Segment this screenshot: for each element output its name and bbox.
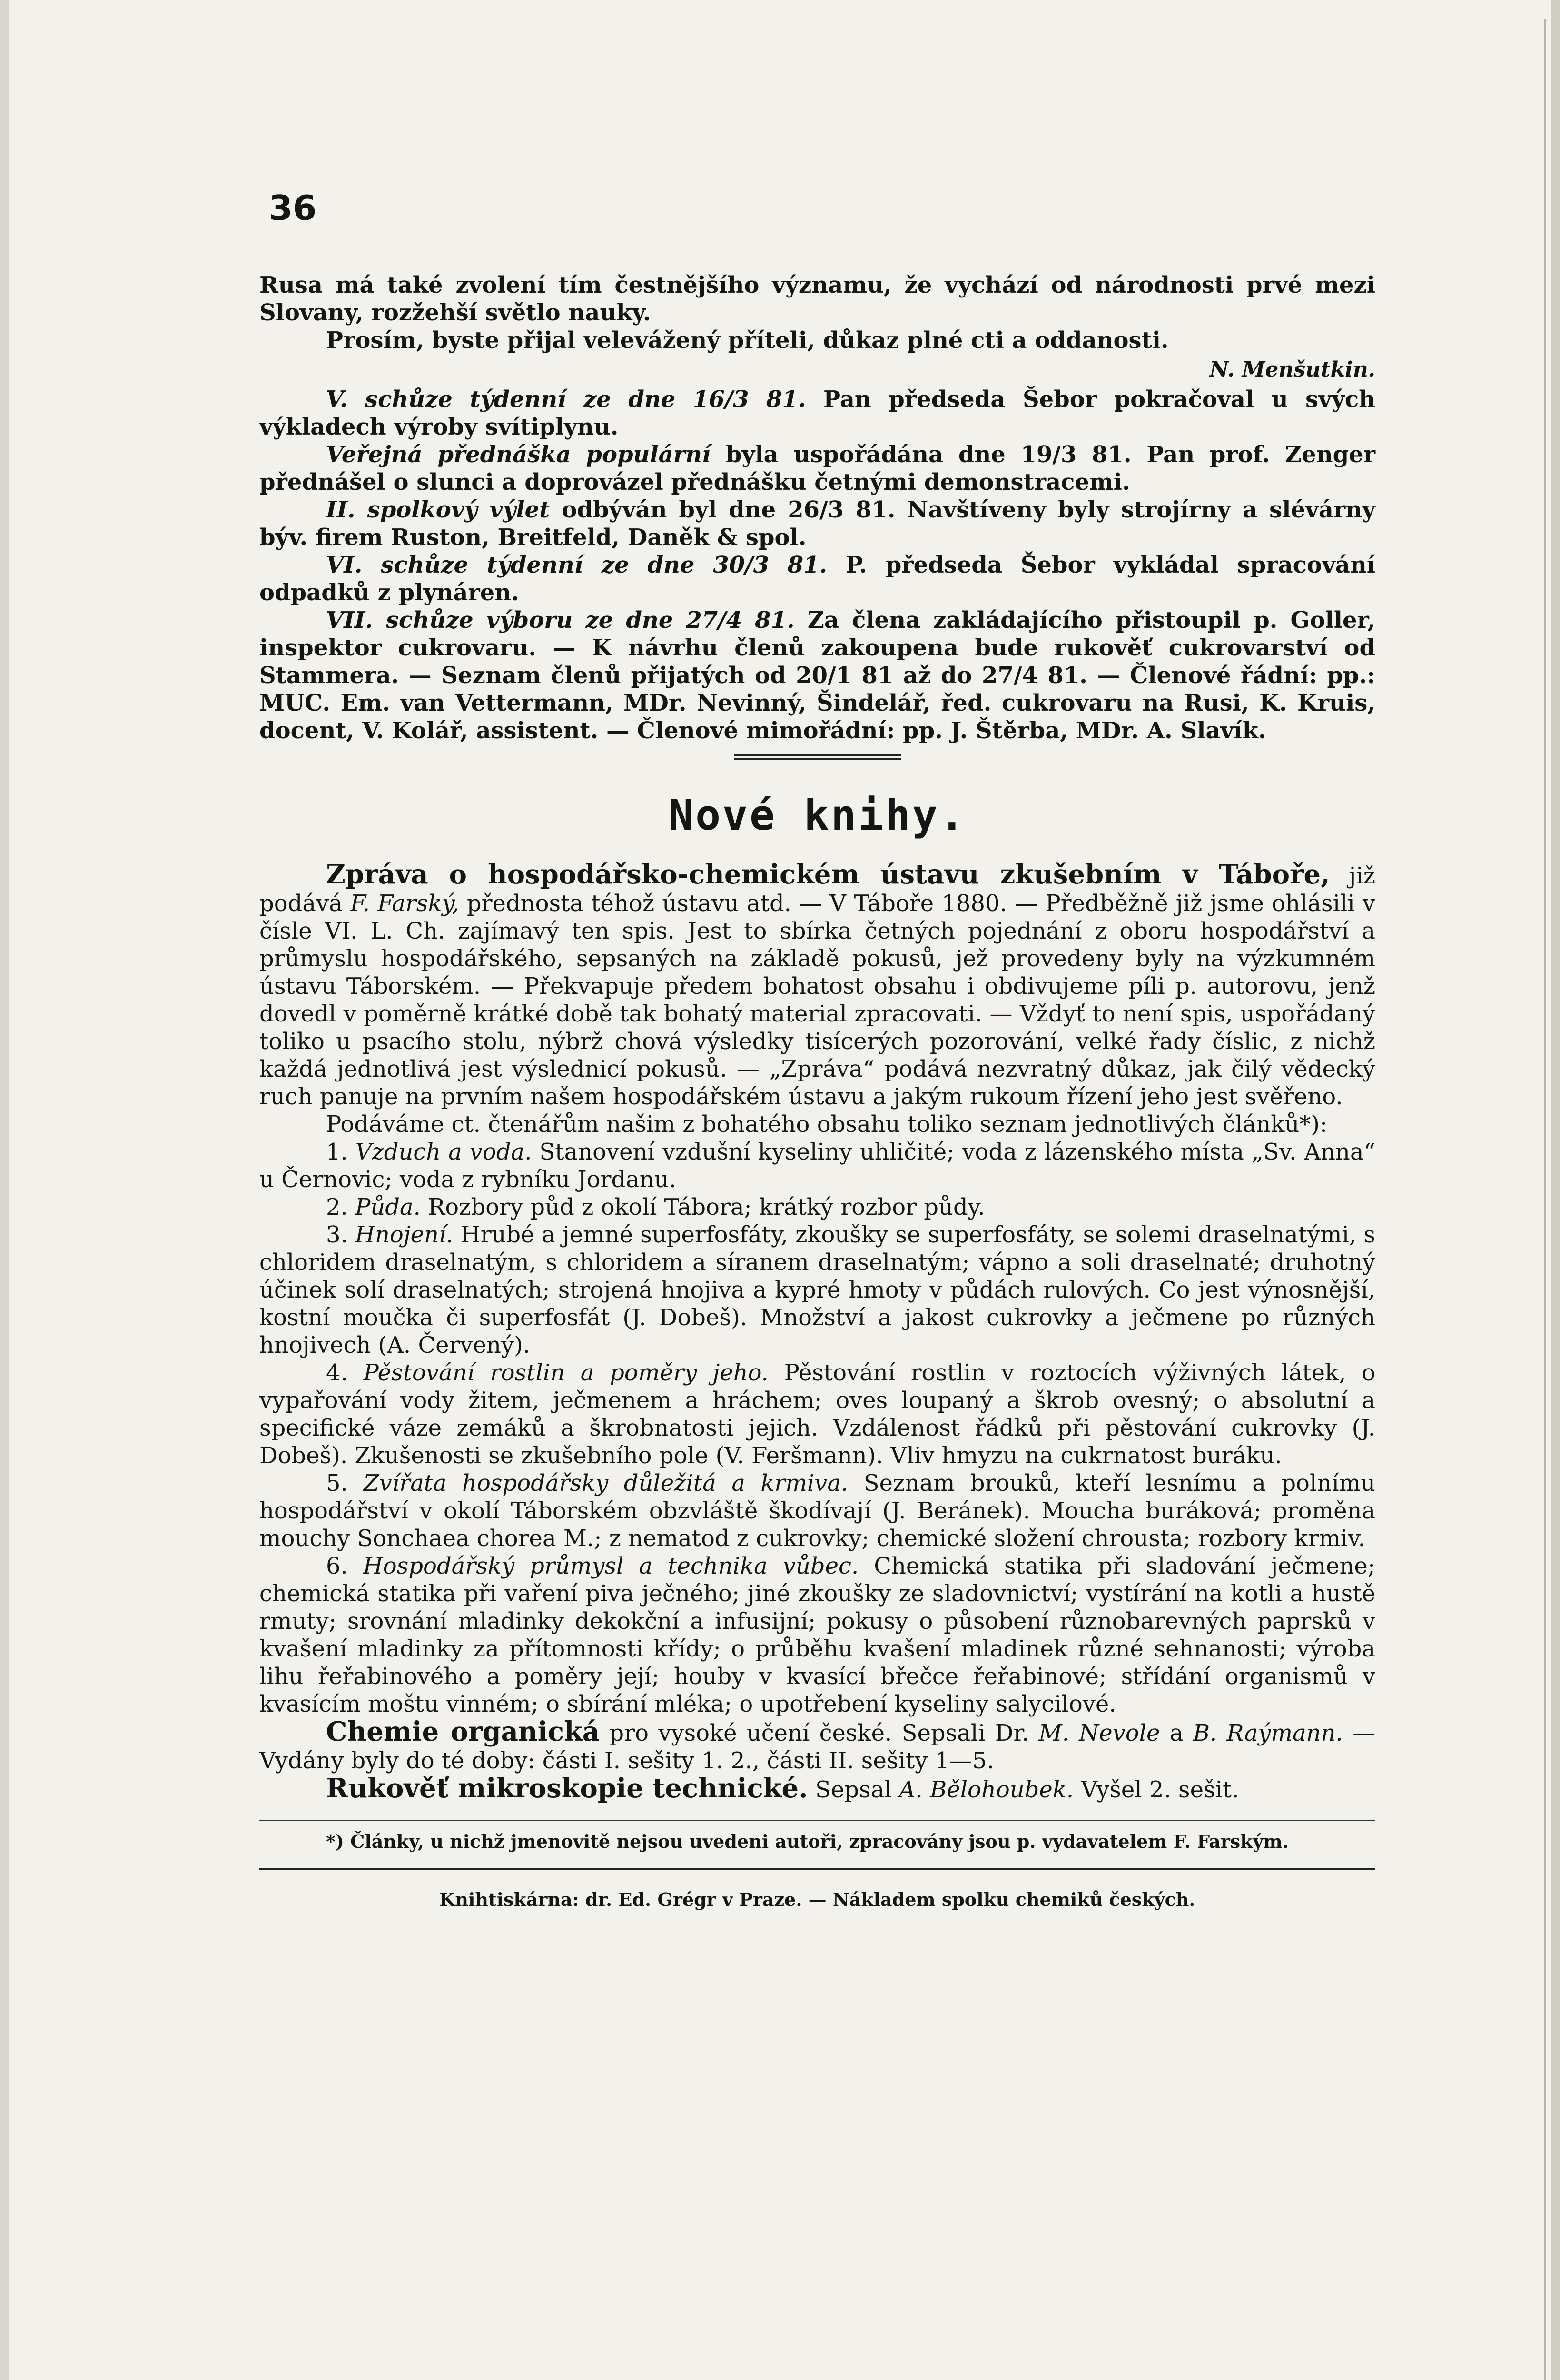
article-title: Hnojení.: [355, 1221, 454, 1248]
meeting-lead: II. spolkový výlet: [326, 496, 550, 523]
book-author: A. Bělohoubek.: [898, 1776, 1074, 1803]
gutter-line: [1544, 19, 1546, 2380]
article-item: [259, 1469, 1375, 1552]
article-item: [259, 1221, 1375, 1359]
review-author: F. Farský,: [350, 890, 459, 917]
meeting-paragraph: [259, 496, 1375, 551]
article-item: [259, 1193, 1375, 1221]
review-paragraph: [259, 861, 1375, 1111]
book-author: M. Nevole: [1038, 1720, 1160, 1746]
book-text-mid: a: [1160, 1720, 1193, 1746]
article-item: [259, 1359, 1375, 1469]
footer-rule: [259, 1868, 1375, 1870]
meeting-lead: Veřejná přednáška populární: [326, 441, 711, 468]
footnote-rule: [259, 1820, 1375, 1821]
page-number: 36: [269, 188, 317, 228]
review-text-a: již podává: [259, 863, 1375, 917]
meeting-text: Za člena zakládajícího přistoupil p. Goller, inspektor cukrovaru. — K návrhu členů zakoupena bude rukověť cukrovarství od Stammera. — Seznam členů přijatých od 20/1 81 až do 27/4 81. — Členové řádní: pp.: MUC. Em. van Vettermann, MDr. Nevinný, Šindelář, řed. cukrovaru na Rusi, K. Kruis, docent, V. Kolář, assistent. — Členové mimořádní: pp. J. Štěrba, MDr. A. Slavík.: [259, 607, 1375, 744]
article-title: Hospodářský průmysl a technika vůbec.: [363, 1553, 859, 1579]
letter-paragraph: Rusa má také zvolení tím čestnějšího významu, že vychází od národnosti prvé mezi Slovany, rozžehší světlo nauky.: [259, 272, 1375, 326]
article-title: Pěstování rostlin a poměry jeho.: [363, 1359, 769, 1386]
article-title: Zvířata hospodářsky důležitá a krmiva.: [363, 1470, 849, 1497]
article-item: [259, 1138, 1375, 1193]
double-divider: [734, 754, 901, 760]
book-text-a: pro vysoké učení české. Sepsali Dr.: [600, 1720, 1039, 1746]
meeting-paragraph: [259, 606, 1375, 744]
meeting-paragraph: [259, 441, 1375, 496]
article-number: 3.: [326, 1221, 348, 1248]
meeting-lead: VII. schůze výboru ze dne 27/4 81.: [326, 607, 795, 634]
section-title: Nové knihy.: [668, 791, 967, 840]
article-text: Stanovení vzdušní kyseliny uhličité; voda z lázenského místa „Sv. Anna“ u Černovic; voda z rybníku Jordanu.: [259, 1139, 1375, 1193]
review-intro: Podáváme ct. čtenářům našim z bohatého obsahu toliko seznam jednotlivých článků*):: [326, 1111, 1328, 1138]
article-number: 4.: [326, 1359, 348, 1386]
article-number: 1.: [326, 1139, 348, 1165]
article-number: 6.: [326, 1553, 348, 1579]
book-entry: [259, 1775, 1375, 1804]
article-text: Chemická statika při sladování ječmene; chemická statika při vaření piva ječného; jiné zkoušky ze sladovnictví; vystírání na kotli a hustě rmuty; srovnání mladinky dekokční a infusijní; pokusy o působení různobarevných paprsků v kvašení mladinky za přítomnosti křídy; o průběhu kvašení mladinek různé sehnanosti; výroba lihu řeřabinového a poměry její; houby v kvasící břečce řeřabinové; střídání organismů v kvasícím moštu vinném; o sbírání mléka; o upotřebení kyseliny salycilové.: [259, 1553, 1375, 1717]
book-title: Rukověť mikroskopie technické.: [326, 1773, 808, 1804]
article-title: Vzduch a voda.: [355, 1139, 532, 1165]
meeting-text: odbýván byl dne 26/3 81. Navštíveny byly strojírny a slévárny býv. firem Ruston, Breitfeld, Daněk & spol.: [259, 496, 1376, 551]
article-text: Seznam brouků, kteří lesnímu a polnímu hospodářství v okolí Táborském obzvláště škodívají (J. Beránek). Moucha buráková; proměna mouchy Sonchaea chorea M.; z nematod z cukrovky; chemické složení chrousta; rozbory krmiv.: [259, 1470, 1376, 1552]
page-edge-right: [1551, 0, 1560, 2380]
article-number: 2.: [326, 1194, 348, 1220]
meeting-paragraph: [259, 386, 1375, 441]
review-text-b: přednosta téhož ústavu atd. — V Táboře 1880. — Předběžně již jsme ohlásili v čísle VI. L. Ch. zajímavý ten spis. Jest to sbírka četných pojednání z oboru hospodářství a průmyslu hospodářského, sepsaných na základě pokusů, jež provedeny byly na výzkumném ústavu Táborském. — Překvapuje předem bohatost obsahu i obdivujeme píli p. autorovu, jenž dovedl v poměrně krátké době tak bohatý material zpracovati. — Vždyť to není spis, uspořádaný toliko u psacího stolu, nýbrž chová výsledky tisícerých pozorování, velké řady číslic, z nichž každá jednotlivá jest výslednicí pokusů. — „Zpráva“ podává nezvratný důkaz, jak čilý vědecký ruch panuje na prvním našem hospodářském ústavu a jakým rukoum řízení jeho jest svěřeno.: [259, 890, 1376, 1110]
book-text-b: — Vydány byly do té doby: části I. sešity 1. 2., části II. sešity 1—5.: [259, 1720, 1376, 1774]
printer-imprint: Knihtiskárna: dr. Ed. Grégr v Praze. — Nákladem spolku chemiků českých.: [439, 1889, 1195, 1910]
page-edge-left: [0, 0, 9, 2380]
meeting-text: P. předseda Šebor vykládal spracování odpadků z plynáren.: [259, 552, 1376, 606]
meeting-paragraph: [259, 551, 1375, 606]
article-text: Pěstování rostlin v roztocích výživných látek, o vypařování vody žitem, ječmenem a hráchem; oves loupaný a škrob ovesný; o absolutní a specifické váze zemáků a škrobnatosti jejich. Vzdálenost řádků při pěstování cukrovky (J. Dobeš). Zkušenosti se zkušebního pole (V. Feršmann). Vliv hmyzu na cukrnatost buráku.: [259, 1359, 1376, 1469]
page-content: [259, 271, 1375, 1914]
letter-signature: N. Menšutkin.: [1209, 357, 1375, 382]
meeting-lead: V. schůze týdenní ze dne 16/3 81.: [326, 386, 806, 413]
book-entry: [259, 1718, 1375, 1775]
book-text-b: Vyšel 2. sešit.: [1074, 1776, 1239, 1803]
meeting-lead: VI. schůze týdenní ze dne 30/3 81.: [326, 552, 828, 578]
article-text: Rozbory půd z okolí Tábora; krátký rozbor půdy.: [420, 1194, 985, 1220]
review-title: Zpráva o hospodářsko-chemickém ústavu zkušebním v Táboře,: [326, 859, 1330, 890]
book-text-a: Sepsal: [808, 1776, 899, 1803]
meeting-text: Pan předseda Šebor pokračoval u svých výkladech výroby svítiplynu.: [259, 386, 1375, 440]
article-text: Hrubé a jemné superfosfáty, zkoušky se superfosfáty, se solemi draselnatými, s chloridem draselnatým, s chloridem a síranem draselnatým; vápno a soli draselnaté; druhotný účinek solí draselnatých; strojená hnojiva a kypré hmoty v půdách rulových. Co jest výnosnější, kostní moučka či superfosfát (J. Dobeš). Množství a jakost cukrovky a ječmene po různých hnojivech (A. Červený).: [259, 1221, 1375, 1359]
footnote: *) Články, u nichž jmenovitě nejsou uvedeni autoři, zpracovány jsou p. vydavatelem F. Farským.: [326, 1831, 1289, 1852]
book-title: Chemie organická: [326, 1716, 600, 1747]
letter-paragraph: Prosím, byste přijal velevážený příteli, důkaz plné cti a oddanosti.: [326, 327, 1169, 354]
article-title: Půda.: [355, 1194, 421, 1220]
article-number: 5.: [326, 1470, 348, 1497]
meeting-text: byla uspořádána dne 19/3 81. Pan prof. Zenger přednášel o slunci a doprovázel přednášku četnými demonstracemi.: [259, 441, 1376, 496]
book-author: B. Raýmann.: [1193, 1720, 1343, 1746]
article-item: [259, 1552, 1375, 1718]
